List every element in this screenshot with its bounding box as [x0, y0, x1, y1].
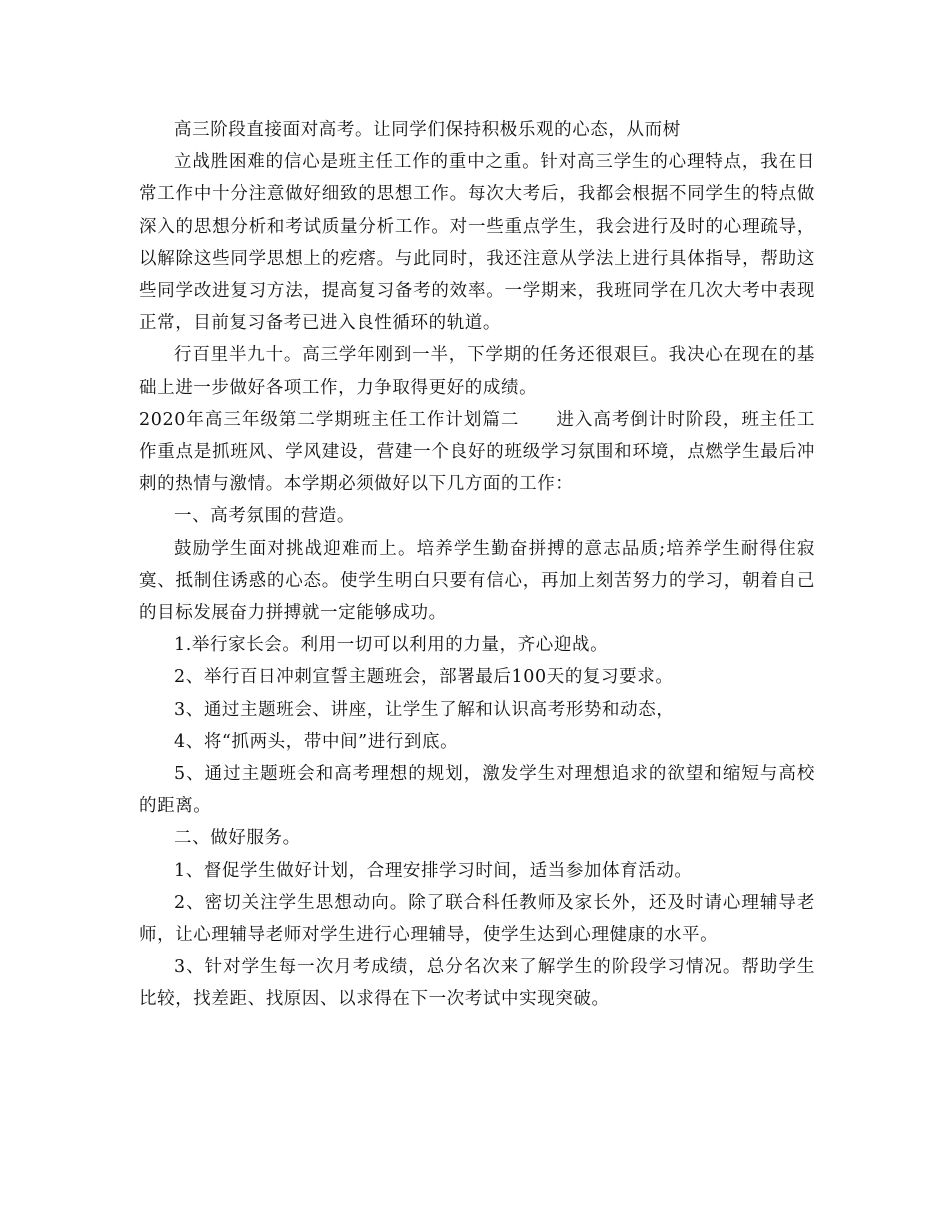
paragraph-3: 行百里半九十。高三学年刚到一半，下学期的任务还很艰巨。我决心在现在的基础上进一步做好各项工作，力争取得更好的成绩。: [139, 345, 815, 398]
list-item-2: 2、举行百日冲刺宣誓主题班会，部署最后100天的复习要求。: [174, 667, 674, 688]
paragraph-1: 高三阶段直接面对高考。让同学们保持积极乐观的心态，从而树: [174, 120, 681, 140]
service-item-2: 2、密切关注学生思想动向。除了联合科任教师及家长外，还及时请心理辅导老师，让心理辅导老师对学生进行心理辅导，使学生达到心理健康的水平。: [139, 892, 815, 946]
service-item-1: 1、督促学生做好计划，合理安排学习时间，适当参加体育活动。: [174, 860, 693, 881]
list-item-1: 1.举行家长会。利用一切可以利用的力量，齐心迎战。: [174, 635, 609, 656]
paragraph-4-plan-title: 2020年高三年级第二学期班主任工作计划篇二 进入高考倒计时阶段，班主任工作重点是抓班风、学风建设，营建一个良好的班级学习氛围和环境，点燃学生最后冲刺的热情与激情。本学期必须做好以下几方面的工作：: [139, 409, 815, 495]
list-item-4: 4、将“抓两头，带中间”进行到底。: [174, 731, 459, 752]
list-item-3: 3、通过主题班会、讲座，让学生了解和认识高考形势和动态，: [174, 699, 675, 720]
document-body: [139, 114, 815, 1016]
service-item-3: 3、针对学生每一次月考成绩，总分名次来了解学生的阶段学习情况。帮助学生比较，找差距、找原因、以求得在下一次考试中实现突破。: [139, 957, 815, 1010]
paragraph-6: 鼓励学生面对挑战迎难而上。培养学生勤奋拼搏的意志品质;培养学生耐得住寂寞、抵制住诱惑的心态。使学生明白只要有信心，再加上刻苦努力的学习，朝着自己的目标发展奋力拼搏就一定能够成功。: [139, 538, 815, 624]
list-item-5: 5、通过主题班会和高考理想的规划，激发学生对理想追求的欲望和缩短与高校的距离。: [139, 764, 815, 817]
section-heading-1: 一、高考氛围的营造。: [174, 506, 355, 527]
paragraph-2: 立战胜困难的信心是班主任工作的重中之重。针对高三学生的心理特点，我在日常工作中十分注意做好细致的思想工作。每次大考后，我都会根据不同学生的特点做深入的思想分析和考试质量分析工作。对一些重点学生，我会进行及时的心理疏导，以解除这些同学思想上的疙瘩。与此同时，我还注意从学法上进行具体指导，帮助这些同学改进复习方法，提高复习备考的效率。一学期来，我班同学在几次大考中表现正常，目前复习备考已进入良性循环的轨道。: [139, 152, 815, 334]
section-heading-2: 二、做好服务。: [174, 828, 301, 849]
